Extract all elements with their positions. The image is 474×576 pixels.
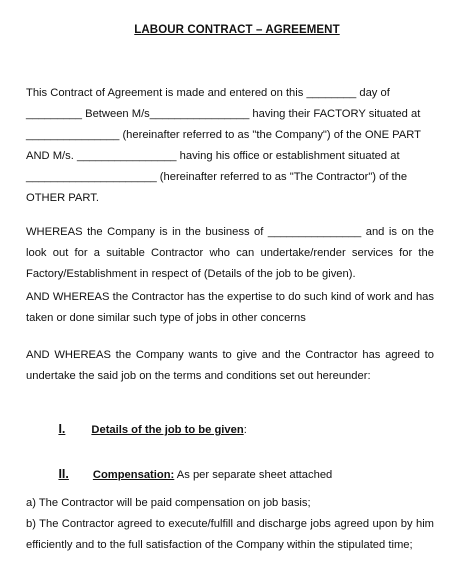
- para4-line: AND WHEREAS the Company wants to give and the Contractor has agreed to: [26, 349, 434, 361]
- clause-b-cont: efficiently and to the full satisfaction of the Company within the stipulated time;: [26, 539, 413, 551]
- section-2-numeral: II.: [58, 467, 69, 481]
- section-1-heading: [46, 410, 247, 448]
- para3-line: AND WHEREAS the Contractor has the expertise to do such kind of work and has: [26, 291, 434, 303]
- section-2-text: As per separate sheet attached: [176, 469, 333, 481]
- para3-line: taken or done similar such type of jobs in other concerns: [26, 312, 306, 324]
- para2-line: Factory/Establishment in respect of (Details of the job to be given).: [26, 268, 356, 280]
- para1-line: AND M/s. ________________ having his office or establishment situated at: [26, 150, 400, 162]
- section-1-title: Details of the job to be given: [91, 424, 244, 436]
- section-1-colon: :: [243, 424, 247, 436]
- para1-line: OTHER PART.: [26, 192, 99, 204]
- para1-line: _____________________ (hereinafter referred to as "The Contractor") of the: [26, 171, 408, 183]
- para1-line: _______________ (hereinafter referred to as "the Company") of the ONE PART: [26, 129, 421, 141]
- clause-b: b) The Contractor agreed to execute/fulfill and discharge jobs agreed upon by him: [26, 518, 434, 530]
- para4-line: undertake the said job on the terms and conditions set out hereunder:: [26, 370, 371, 382]
- clause-a: a) The Contractor will be paid compensation on job basis;: [26, 497, 311, 509]
- para1-line: _________ Between M/s________________ having their FACTORY situated at: [26, 108, 421, 120]
- section-1-numeral: I.: [58, 422, 66, 436]
- section-2-heading: [46, 455, 332, 493]
- section-2-title: Compensation:: [92, 469, 175, 481]
- para1-line: This Contract of Agreement is made and entered on this ________ day of: [26, 87, 390, 99]
- para2-line: WHEREAS the Company is in the business of _______________ and is on the: [26, 226, 434, 238]
- document-title: LABOUR CONTRACT – AGREEMENT: [134, 24, 340, 36]
- para2-line: look out for a suitable Contractor who can undertake/render services for the: [26, 247, 434, 259]
